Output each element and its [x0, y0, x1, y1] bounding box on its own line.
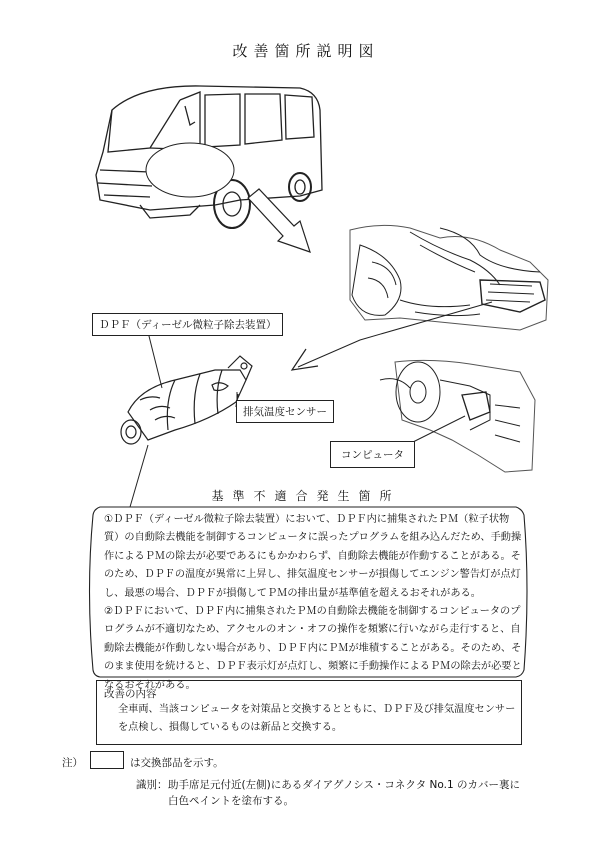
page-title: 改善箇所説明図 — [232, 42, 380, 60]
improvement-body: 全車両、当該コンピュータを対策品と交換するとともに、ＤＰＦ及び排気温度センサーを点検し、損傷しているものは新品と交換する。 — [118, 704, 516, 733]
replacement-legend-swatch — [90, 751, 124, 769]
note-label: 注） — [62, 757, 83, 769]
defect-paragraph-1: ①ＤＰＦ（ディーゼル微粒子除去装置）において、ＤＰＦ内に捕集されたＰＭ（粒子状物質）の自動除去機能を制御するコンピュータに誤ったプログラムを組み込んだため、手動操作によるＰＭの除去が必要であるにもかかわらず、自動除去機能が作動することがある。そのため、ＤＰＦの温度が異常に上昇し、排気温度センサーが損傷してエンジン警告灯が点灯し、最悪の場合、ＤＰＦが損傷してＰＭの排出量が基準値を超えるおそれがある。 — [104, 514, 522, 599]
improvement-title: 改善の内容 — [104, 688, 157, 700]
dpf-label: ＤＰＦ（ディーゼル微粒子除去装置） — [92, 313, 283, 336]
dpf-illustration — [121, 356, 252, 444]
arrow-van-to-engine — [248, 189, 310, 252]
note-text: は交換部品を示す。 — [130, 757, 224, 769]
defect-description — [104, 511, 522, 695]
identification-label: 識別： — [136, 779, 168, 791]
masked-logo-area — [146, 143, 234, 197]
defect-paragraph-2: ②ＤＰＦにおいて、ＤＰＦ内に捕集されたＰＭの自動除去機能を制御するコンピュータのプログラムが不適切なため、アクセルのオン・オフの操作を頻繁に行いながら走行すると、自動除去機能が作動しない場合があり、ＤＰＦ内にＰＭが堆積することがある。そのため、そのまま使用を続けると、ＤＰＦ表示灯が点灯し、頻繁に手動操作によるＰＭの除去が必要となるおそれがある。 — [104, 606, 522, 691]
exhaust-temp-sensor-label: 排気温度センサー — [236, 400, 334, 423]
computer-label: コンピュータ — [330, 441, 415, 468]
defect-title: 基準不適合発生箇所 — [211, 489, 401, 503]
identification-text: 助手席足元付近(左側)にあるダイアグノシス・コネクタ No.1 のカバー裏に白色ペイントを塗布する。 — [168, 779, 520, 807]
